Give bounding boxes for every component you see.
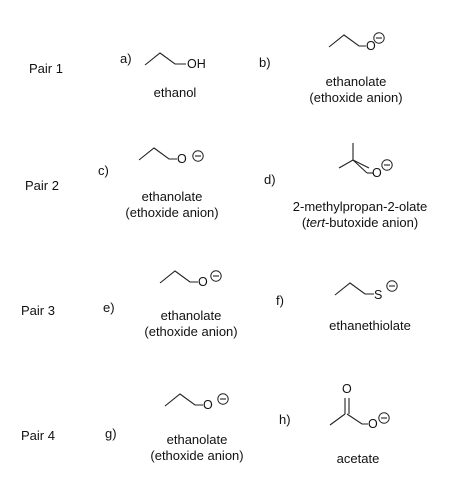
- item-e-name-line2: (ethoxide anion): [144, 324, 238, 339]
- pair-1-label: Pair 1: [29, 61, 63, 76]
- item-a-name: ethanol: [153, 85, 197, 100]
- ethanethiolate-sulfur-label: S: [374, 288, 383, 302]
- item-d-name-paren: (: [301, 215, 307, 230]
- ethoxide-e-oxygen-label: O: [198, 275, 208, 289]
- item-b-name-line2: (ethoxide anion): [309, 90, 403, 105]
- item-g-letter: g): [105, 426, 117, 441]
- item-h-name: acetate: [336, 451, 380, 466]
- item-g-name-line2: (ethoxide anion): [150, 448, 244, 463]
- item-d-name-rest: -butoxide anion): [324, 215, 419, 230]
- ethanethiolate-structure: [335, 281, 397, 302]
- ethoxide-structure-g: [165, 394, 228, 412]
- ethanol-structure: [145, 53, 206, 71]
- acetate-anionic-oxygen-label: O: [368, 417, 378, 431]
- tert-butoxide-oxygen-label: O: [372, 166, 382, 180]
- item-d-name-line1: 2-methylpropan-2-olate: [292, 199, 428, 214]
- item-b-letter: b): [259, 55, 271, 70]
- item-b-name-line1: ethanolate: [325, 74, 387, 89]
- ethoxide-structure-b: [329, 33, 384, 53]
- pair-2-label: Pair 2: [25, 178, 59, 193]
- pair-4-label: Pair 4: [21, 428, 55, 443]
- item-e-letter: e): [103, 300, 115, 315]
- item-e-name-line1: ethanolate: [160, 308, 222, 323]
- item-f-name: ethanethiolate: [329, 318, 411, 333]
- item-d-name-italic: tert: [306, 215, 325, 230]
- item-a-letter: a): [120, 51, 132, 66]
- item-d-letter: d): [264, 172, 276, 187]
- item-c-name-line1: ethanolate: [141, 189, 203, 204]
- acetate-carbonyl-oxygen-label: O: [342, 382, 352, 396]
- ethoxide-g-oxygen-label: O: [203, 398, 213, 412]
- item-c-name-line2: (ethoxide anion): [125, 205, 219, 220]
- item-h-letter: h): [279, 412, 291, 427]
- ethoxide-c-oxygen-label: O: [177, 152, 187, 166]
- ethoxide-b-oxygen-label: O: [366, 39, 376, 53]
- pair-3-label: Pair 3: [21, 303, 55, 318]
- tert-butoxide-structure: [339, 143, 392, 180]
- acetate-structure: [330, 382, 389, 431]
- ethanol-oh-label: OH: [187, 57, 206, 71]
- ethoxide-structure-c: [139, 148, 203, 166]
- item-c-letter: c): [98, 163, 109, 178]
- ethoxide-structure-e: [160, 271, 221, 289]
- item-g-name-line1: ethanolate: [166, 432, 228, 447]
- item-f-letter: f): [276, 293, 284, 308]
